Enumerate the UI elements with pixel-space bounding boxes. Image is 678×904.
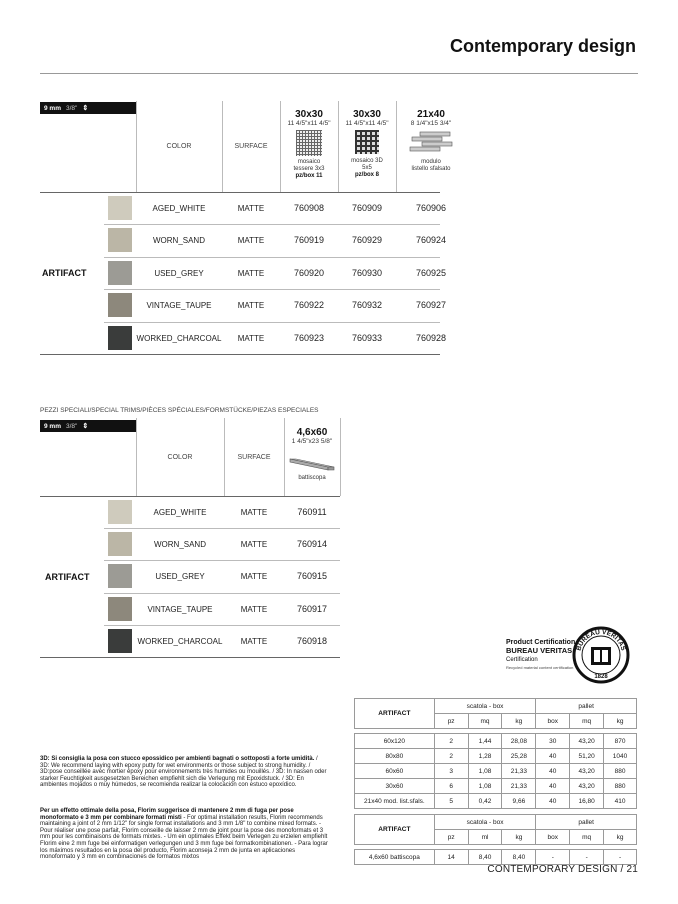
series-name: ARTIFACT [45, 572, 90, 582]
color-swatch [108, 532, 132, 556]
note-joint-bold: Per un effetto ottimale della posa, Florim suggerisce di mantenere 2 mm di fuga per pose monoformato e 3 mm per combinare formati misti [40, 808, 294, 821]
value-cell: 410 [604, 794, 637, 809]
format-desc: mosaico 3D 5x5 [351, 158, 383, 171]
surface-name: MATTE [240, 604, 268, 614]
value-cell: 14 [434, 850, 468, 865]
product-code: 760909 [351, 203, 383, 213]
value-cell: 25,28 [502, 749, 536, 764]
series-name: ARTIFACT [42, 268, 87, 278]
unit-header: ml [468, 830, 502, 845]
value-cell: 8,40 [502, 850, 536, 865]
bureau-veritas-certification [506, 625, 627, 685]
surface-name: MATTE [240, 540, 268, 550]
thickness-arrow-icon: ⇕ [82, 105, 89, 112]
listello-module-icon [408, 131, 454, 155]
packing-table-2 [354, 814, 637, 865]
row-divider [104, 322, 440, 323]
product-code: 760920 [293, 267, 325, 278]
value-cell: 1,28 [468, 749, 502, 764]
unit-header: box [536, 830, 570, 845]
surface-name: MATTE [237, 236, 265, 246]
product-code: 760928 [415, 332, 447, 343]
value-cell: 5 [434, 794, 468, 809]
format-col-1 [280, 109, 338, 180]
color-name: WORN_SAND [153, 540, 206, 550]
unit-header: mq [468, 714, 502, 729]
format-cell: 4,6x60 battiscopa [355, 850, 435, 865]
bureau-veritas-seal-icon [572, 625, 630, 685]
thickness-inch: 3/8" [65, 422, 78, 430]
product-code: 760924 [415, 235, 447, 246]
format-desc: battiscopa [298, 475, 326, 481]
color-swatch [108, 500, 132, 524]
product-code: 760930 [351, 267, 383, 278]
format-cell: 60x120 [355, 734, 435, 749]
value-cell: 21,33 [502, 764, 536, 779]
row-divider [104, 224, 440, 225]
value-cell: 43,20 [570, 779, 604, 794]
value-cell: 2 [434, 734, 468, 749]
unit-header: pz [434, 714, 468, 729]
thickness-mm: 9 mm [44, 422, 61, 430]
thickness-badge [40, 420, 136, 432]
color-name: USED_GREY [154, 268, 204, 278]
product-code: 760929 [351, 235, 383, 246]
format-box: pz/box 8 [354, 172, 379, 178]
format-inch: 11 4/5"x11 4/5" [287, 120, 331, 127]
color-name: AGED_WHITE [153, 508, 207, 517]
unit-header: kg [502, 714, 536, 729]
cert-line-3: Certification [506, 657, 538, 663]
row-divider [40, 657, 340, 658]
color-swatch [108, 564, 132, 588]
row-divider [104, 257, 440, 258]
unit-header: kg [604, 830, 637, 845]
table-row [355, 764, 637, 779]
value-cell: 2 [434, 749, 468, 764]
row-divider [104, 289, 440, 290]
cert-line-4: Recycled material content certification [506, 665, 574, 670]
value-cell: 9,66 [502, 794, 536, 809]
thickness-badge [40, 102, 136, 114]
format-size: 4,6x60 [296, 427, 328, 438]
surface-name: MATTE [237, 204, 265, 213]
box-group-header: scatola - box [434, 815, 536, 830]
value-cell: 43,20 [570, 764, 604, 779]
value-cell: 43,20 [570, 734, 604, 749]
series-header: ARTIFACT [355, 699, 435, 729]
unit-header: mq [570, 830, 604, 845]
value-cell: 880 [604, 779, 637, 794]
color-swatch [108, 261, 132, 285]
format-desc: mosaico tessere 3x3 [293, 159, 325, 172]
row-divider [104, 560, 340, 561]
col-color-header: COLOR [167, 454, 193, 461]
value-cell: - [536, 850, 570, 865]
product-code: 760922 [293, 300, 325, 311]
box-group-header: scatola - box [434, 699, 536, 714]
color-name: WORN_SAND [152, 236, 205, 246]
format-col-2 [338, 109, 396, 179]
value-cell: 21,33 [502, 779, 536, 794]
product-code: 760933 [351, 332, 383, 343]
row-divider [104, 625, 340, 626]
series-header: ARTIFACT [355, 815, 435, 845]
color-swatch [108, 228, 132, 252]
product-code: 760908 [293, 203, 325, 213]
seal-year: 1828 [594, 674, 608, 680]
format-inch: 11 4/5"x11 4/5" [345, 120, 389, 127]
seal-text: BUREAU VERITAS [575, 628, 627, 652]
surface-name: MATTE [240, 636, 268, 646]
table-row [355, 794, 637, 809]
format-inch: 1 4/5"x23 5/8" [291, 438, 333, 445]
product-code: 760925 [415, 267, 447, 278]
format-box: pz/box 11 [295, 173, 323, 179]
color-name: USED_GREY [155, 572, 205, 582]
color-name: AGED_WHITE [152, 204, 206, 213]
thickness-inch: 3/8" [65, 104, 78, 112]
value-cell: 8,40 [468, 850, 502, 865]
value-cell: - [570, 850, 604, 865]
value-cell: 870 [604, 734, 637, 749]
note-epoxy-bold: 3D: Si consiglia la posa con stucco epossidico per ambienti bagnati o sottoposti a forte umidità. [40, 756, 315, 762]
format-size: 30x30 [295, 109, 323, 120]
note-epoxy [40, 756, 328, 789]
note-joint-text: - For optimal installation results, Florim recommends maintaining a joint of 2 mm 1/12" for single format installations and 3 mm 1/8" to combine mixed formats. - Pour réaliser une pose parfait, Florim conseille de laisser 2 mm de joint pour la pose des monoformats et 3 mm pour les combinaisons de formats mixtes. - Um ein optimales Effekt beim Verlegen zu erzielen empfiehlt Florim eine 2 mm fuge bei einformatigen verlegungen und 3 mm fuge bei formatkombinationen. - Para lograr los máximos resultados en la posa del producto, Florim aconseja 2 mm de junta en aplicaciones monoformato y 3 mm en combinaciones de formatos mixtos [40, 814, 328, 861]
table-row [355, 734, 637, 749]
value-cell: 1,08 [468, 779, 502, 794]
unit-header: box [536, 714, 570, 729]
value-cell: 1,44 [468, 734, 502, 749]
product-code: 760932 [351, 300, 383, 311]
product-code: 760923 [293, 332, 325, 343]
surface-name: MATTE [237, 268, 265, 278]
product-code: 760911 [297, 507, 327, 517]
col-color-header: COLOR [166, 143, 192, 150]
color-name: WORKED_CHARCOAL [137, 636, 223, 646]
value-cell: 40 [536, 749, 570, 764]
format-cell: 60x60 [355, 764, 435, 779]
thickness-mm: 9 mm [44, 104, 61, 112]
row-divider [104, 593, 340, 594]
thickness-arrow-icon: ⇕ [82, 423, 89, 430]
value-cell: 1040 [604, 749, 637, 764]
table-row [355, 850, 637, 865]
value-cell: 40 [536, 779, 570, 794]
value-cell: 28,08 [502, 734, 536, 749]
product-code: 760917 [296, 603, 328, 614]
color-swatch [108, 597, 132, 621]
unit-header: kg [604, 714, 637, 729]
page-footer: CONTEMPORARY DESIGN / 21 [487, 864, 638, 875]
cert-line-2: BUREAU VERITAS [506, 646, 573, 655]
header-row [355, 699, 637, 714]
color-name: VINTAGE_TAUPE [147, 604, 213, 614]
format-size: 21x40 [417, 109, 445, 120]
note-joint [40, 808, 328, 861]
product-code: 760918 [296, 635, 328, 646]
value-cell: 30 [536, 734, 570, 749]
col-surface-header: SURFACE [237, 454, 271, 461]
unit-header: mq [570, 714, 604, 729]
special-trims-title: PEZZI SPECIALI/SPECIAL TRIMS/PIÈCES SPÉCIALES/FORMSTÜCKE/PIEZAS ESPECIALES [40, 407, 319, 414]
format-inch: 8 1/4"x15 3/4" [410, 120, 452, 127]
row-divider [104, 528, 340, 529]
format-cell: 80x80 [355, 749, 435, 764]
surface-name: MATTE [240, 508, 268, 517]
color-swatch [108, 293, 132, 317]
header-row [355, 815, 637, 830]
value-cell: 16,80 [570, 794, 604, 809]
value-cell: 880 [604, 764, 637, 779]
value-cell: 3 [434, 764, 468, 779]
cert-line-1: Product Certification [506, 639, 576, 646]
value-cell: - [604, 850, 637, 865]
value-cell: 1,08 [468, 764, 502, 779]
table-row [355, 749, 637, 764]
special-format-col [284, 427, 340, 482]
surface-name: MATTE [237, 333, 265, 343]
unit-header: pz [434, 830, 468, 845]
value-cell: 51,20 [570, 749, 604, 764]
unit-header: kg [502, 830, 536, 845]
pallet-group-header: pallet [536, 699, 637, 714]
value-cell: 40 [536, 764, 570, 779]
color-swatch [108, 196, 132, 220]
format-size: 30x30 [353, 109, 381, 120]
surface-name: MATTE [240, 572, 268, 582]
value-cell: 40 [536, 794, 570, 809]
value-cell: 6 [434, 779, 468, 794]
product-code: 760927 [415, 300, 447, 311]
format-cell: 30x60 [355, 779, 435, 794]
product-code: 760919 [293, 235, 325, 246]
color-name: WORKED_CHARCOAL [136, 333, 222, 343]
header-rule [40, 73, 638, 74]
format-cell: 21x40 mod. list.sfals. [355, 794, 435, 809]
mosaic-3x3-icon [296, 130, 322, 156]
col-surface-header: SURFACE [234, 143, 268, 150]
value-cell: 0,42 [468, 794, 502, 809]
format-col-3 [396, 109, 466, 173]
format-desc: modulo listello sfalsato [411, 159, 451, 172]
table-row [355, 779, 637, 794]
mosaic-3d-5x5-icon [355, 130, 379, 154]
color-swatch [108, 629, 132, 653]
product-code: 760906 [415, 203, 447, 213]
packing-table-1 [354, 698, 637, 809]
product-code: 760914 [296, 539, 328, 550]
color-swatch [108, 326, 132, 350]
product-code: 760915 [296, 571, 328, 582]
skirting-icon [286, 449, 338, 475]
color-name: VINTAGE_TAUPE [146, 301, 212, 311]
row-divider [40, 354, 440, 355]
page-title: Contemporary design [449, 36, 636, 56]
pallet-group-header: pallet [536, 815, 637, 830]
surface-name: MATTE [237, 301, 265, 311]
note-epoxy-text: / 3D: We recommend laying with epoxy putty for wet environments or those subject to strong humidity. / 3D:pose conseillée avec mortier époxy pour environnements très humides ou mouillés. / 3D: In nassen oder starker Feuchtigkeit ausgesetzten Bereichen empfiehlt sich die Verlegung mit Epoxidstuck. / 3D: En ambientes mojados o muy húmedos, se recomienda realizar la colocación con estuco epoxídico. [40, 756, 327, 789]
